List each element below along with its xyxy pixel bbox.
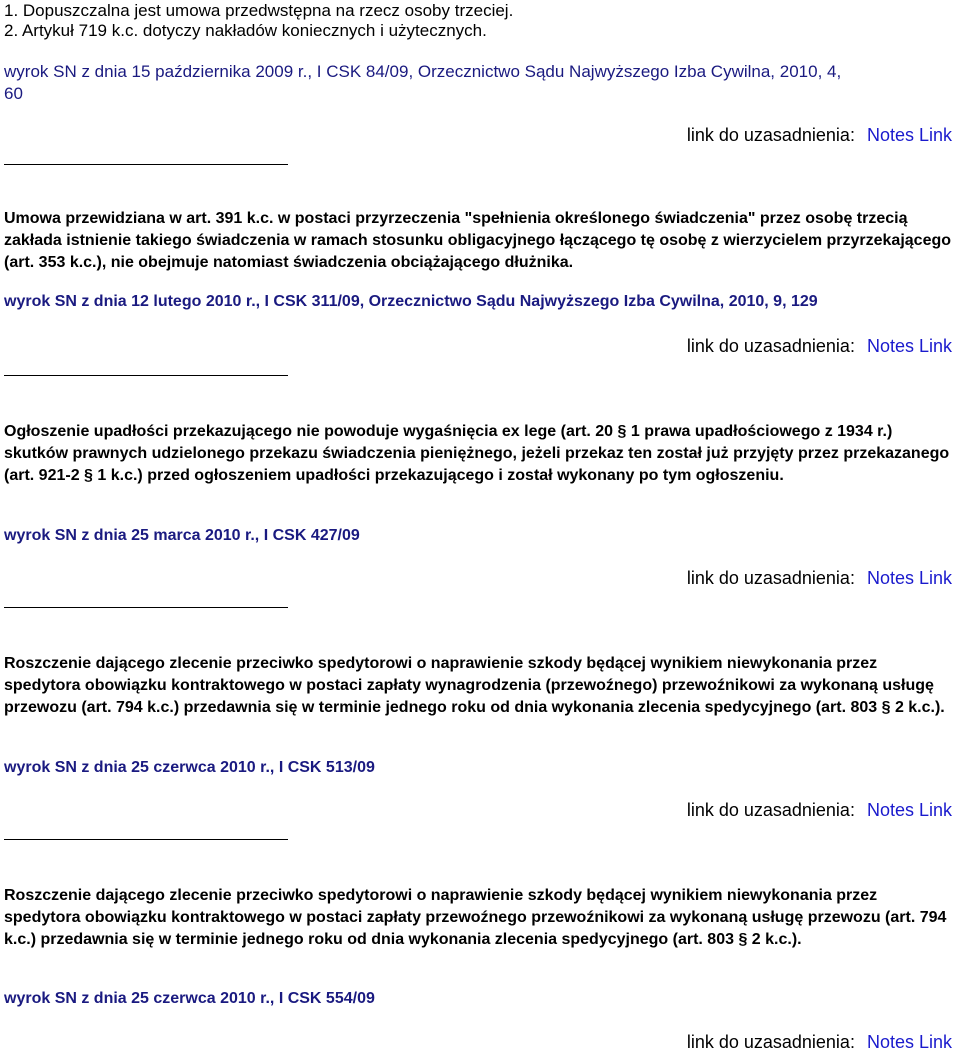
- thesis-3: Ogłoszenie upadłości przekazującego nie powoduje wygaśnięcia ex lege (art. 20 § 1 prawa upadłościowego z 1934 r.) skutków prawnych udzielonego przekazu świadczenia pieniężnego, jeżeli przekaz ten został już przyjęty przez przekazanego (art. 921-2 § 1 k.c.) przed ogłoszeniem upadłości przekazującego i został wykonany po tym ogłoszeniu.: [4, 423, 950, 484]
- citation-4: wyrok SN z dnia 25 czerwca 2010 r., I CSK 513/09: [4, 759, 375, 776]
- link-label: link do uzasadnienia:: [686, 125, 855, 145]
- header-line-1: 1. Dopuszczalna jest umowa przedwstępna na rzecz osoby trzeciej.: [4, 1, 514, 20]
- link-label: link do uzasadnienia:: [686, 568, 855, 588]
- separator-rule: [4, 375, 288, 376]
- citation-1-line-1: wyrok SN z dnia 15 października 2009 r., I CSK 84/09, Orzecznictwo Sądu Najwyższego Izba Cywilna, 2010, 4,: [4, 62, 842, 81]
- link-label: link do uzasadnienia:: [686, 800, 855, 820]
- link-label: link do uzasadnienia:: [686, 336, 855, 356]
- citation-1-line-2: 60: [4, 84, 23, 103]
- thesis-2: Umowa przewidziana w art. 391 k.c. w postaci przyrzeczenia "spełnienia określonego świadczenia" przez osobę trzecią zakłada istnienie takiego świadczenia w ramach stosunku obligacyjnego łączącego tę osobę z wierzycielem przyrzekającego (art. 353 k.c.), nie obejmuje natomiast świadczenia obciążającego dłużnika.: [4, 210, 952, 271]
- link-row-5: [687, 1032, 952, 1053]
- link-label: link do uzasadnienia:: [686, 1032, 855, 1052]
- notes-link[interactable]: Notes Link: [866, 336, 952, 356]
- separator-rule: [4, 839, 288, 840]
- separator-rule: [4, 164, 288, 165]
- link-row-3: [687, 568, 952, 589]
- link-row-1: [687, 125, 952, 146]
- link-row-4: [687, 800, 952, 821]
- citation-2: wyrok SN z dnia 12 lutego 2010 r., I CSK 311/09, Orzecznictwo Sądu Najwyższego Izba Cywilna, 2010, 9, 129: [4, 293, 818, 310]
- citation-3: wyrok SN z dnia 25 marca 2010 r., I CSK 427/09: [4, 527, 360, 544]
- notes-link[interactable]: Notes Link: [866, 125, 952, 145]
- link-row-2: [687, 336, 952, 357]
- thesis-5: Roszczenie dającego zlecenie przeciwko spedytorowi o naprawienie szkody będącej wynikiem niewykonania przez spedytora obowiązku kontraktowego w postaci zapłaty przewoźnego przewoźnikowi za wykonaną usługę przewozu (art. 794 k.c.) przedawnia się w terminie jednego roku od dnia wykonania zlecenia spedycyjnego (art. 803 § 2 k.c.).: [4, 887, 947, 948]
- notes-link[interactable]: Notes Link: [866, 1032, 952, 1052]
- separator-rule: [4, 607, 288, 608]
- citation-5: wyrok SN z dnia 25 czerwca 2010 r., I CSK 554/09: [4, 990, 375, 1007]
- notes-link[interactable]: Notes Link: [866, 568, 952, 588]
- notes-link[interactable]: Notes Link: [866, 800, 952, 820]
- header-line-2: 2. Artykuł 719 k.c. dotyczy nakładów koniecznych i użytecznych.: [4, 21, 487, 40]
- thesis-4: Roszczenie dającego zlecenie przeciwko spedytorowi o naprawienie szkody będącej wynikiem niewykonania przez spedytora obowiązku kontraktowego w postaci zapłaty wynagrodzenia (przewoźnego) przewoźnikowi za wykonaną usługę przewozu (art. 794 k.c.) przedawnia się w terminie jednego roku od dnia wykonania zlecenia spedycyjnego (art. 803 § 2 k.c.).: [4, 655, 945, 716]
